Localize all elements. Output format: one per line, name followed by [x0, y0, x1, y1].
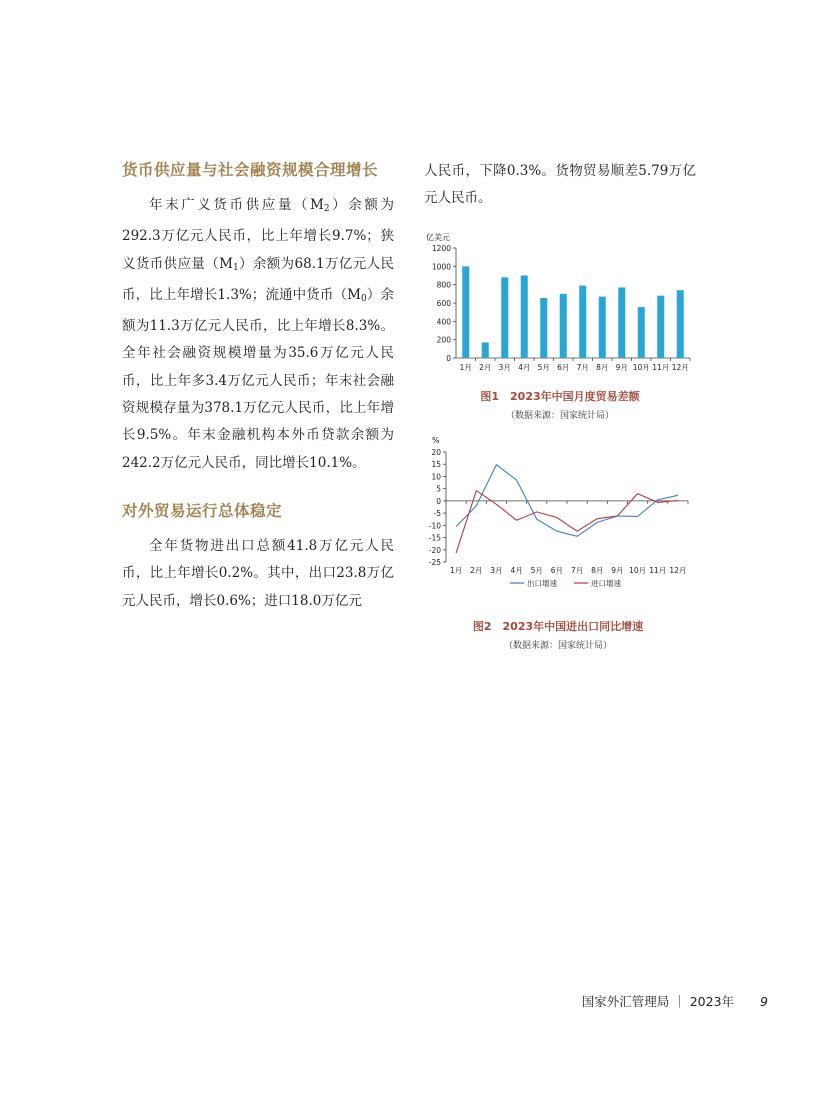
x-tick-label: 1月 — [459, 363, 472, 372]
y-tick-label: 5 — [436, 484, 441, 494]
bar-8月 — [599, 297, 606, 358]
figure1-caption: 图1 2023年中国月度贸易差额 — [480, 390, 640, 403]
bar-7月 — [579, 286, 586, 358]
subscript: 2 — [323, 204, 330, 214]
section-title-money-supply: 货币供应量与社会融资规模合理增长 — [122, 161, 379, 179]
x-tick-label: 7月 — [576, 363, 589, 372]
bar-10月 — [638, 307, 645, 358]
y-tick-label: 0 — [436, 496, 441, 506]
paragraph-trade: 全年货物进出口总额41.8万亿元人民币，比上年增长0.2%。其中，出口23.8万亿元人民币，增长0.6%；进口18.0万亿元 — [122, 537, 394, 609]
x-tick-label: 4月 — [518, 363, 531, 372]
paragraph-money-supply — [122, 192, 394, 477]
page-footer — [582, 992, 768, 1010]
bar-11月 — [657, 296, 664, 358]
bar-5月 — [540, 298, 547, 358]
y-tick-label: -20 — [428, 545, 441, 555]
y-axis-unit: % — [432, 436, 440, 445]
y-tick-label: -25 — [428, 558, 441, 567]
x-tick-label: 4月 — [510, 566, 523, 575]
series-line-import — [456, 491, 678, 553]
para-text: 年末广义货币供应量（M — [149, 197, 324, 213]
x-tick-label: 12月 — [671, 363, 689, 372]
y-tick-label: 600 — [436, 299, 451, 308]
figure2-caption: 图2 2023年中国进出口同比增速 — [472, 620, 644, 633]
para-text: ）余额为292.3万亿元人民币，比上年增长9.7%；狭义货币供应量（M — [122, 197, 395, 272]
y-tick-label: 1200 — [431, 244, 451, 253]
x-tick-label: 9月 — [611, 566, 624, 575]
y-tick-label: 15 — [431, 460, 441, 470]
bar-3月 — [501, 277, 508, 358]
x-tick-label: 5月 — [537, 363, 550, 372]
bar-chart-trade-balance — [424, 228, 696, 378]
y-tick-label: 10 — [431, 472, 441, 482]
x-tick-label: 1月 — [449, 566, 463, 575]
bar-1月 — [462, 266, 469, 358]
y-tick-label: 200 — [436, 335, 451, 345]
x-tick-label: 11月 — [652, 363, 670, 372]
right-column — [424, 158, 696, 225]
y-tick-label: 0 — [446, 354, 451, 363]
y-tick-label: 400 — [436, 317, 451, 327]
x-tick-label: 11月 — [649, 566, 667, 575]
line-chart-import-export-growth — [418, 434, 698, 604]
x-tick-label: 2月 — [470, 566, 483, 575]
bar-2月 — [482, 342, 489, 358]
bar-9月 — [618, 287, 625, 358]
figure1 — [424, 228, 696, 421]
y-tick-label: 1000 — [431, 262, 451, 272]
x-tick-label: 2月 — [479, 363, 492, 372]
y-axis-unit: 亿美元 — [426, 233, 450, 242]
subscript: 1 — [232, 262, 239, 273]
x-tick-label: 8月 — [596, 363, 609, 372]
y-tick-label: -15 — [428, 533, 441, 543]
x-tick-label: 6月 — [550, 566, 564, 575]
y-tick-label: -10 — [428, 521, 441, 531]
x-tick-label: 6月 — [557, 363, 570, 372]
left-column — [122, 158, 394, 627]
x-tick-label: 3月 — [498, 363, 511, 372]
x-tick-label: 5月 — [530, 566, 543, 575]
para-text: ）余额为11.3万亿元人民币，比上年增长8.3%。全年社会融资规模增量为35.6万亿元人民币，比上年多3.4万亿元人民币；年末社会融资规模存量为378.1万亿元人民币，比上年增长9.5%。年末金融机构本外币贷款余额为242.2万亿元人民币，同比增长10.1%。 — [122, 286, 395, 471]
subscript: 0 — [361, 293, 367, 304]
x-tick-label: 3月 — [490, 566, 503, 575]
x-tick-label: 10月 — [632, 363, 650, 372]
x-tick-label: 10月 — [629, 566, 647, 575]
x-tick-label: 12月 — [669, 566, 687, 575]
figure2-source: （数据来源：国家统计局） — [503, 641, 612, 651]
para-text: ）余额为68.1万亿元人民币，比上年增长1.3%；流通中货币（M — [122, 255, 394, 303]
figure1-source: （数据来源：国家统计局） — [505, 411, 614, 421]
y-tick-label: -5 — [433, 509, 441, 519]
section-title-trade: 对外贸易运行总体稳定 — [122, 501, 283, 520]
bar-12月 — [677, 290, 684, 358]
bar-4月 — [521, 276, 528, 359]
x-tick-label: 7月 — [570, 566, 584, 575]
legend-label: 进口增速 — [591, 579, 621, 588]
y-tick-label: 800 — [436, 280, 451, 290]
x-tick-label: 9月 — [615, 363, 628, 372]
y-tick-label: 20 — [431, 448, 441, 457]
page-number: 9 — [760, 994, 768, 1009]
figure2 — [418, 434, 698, 651]
paragraph-trade-continued: 人民币，下降0.3%。货物贸易顺差5.79万亿元人民币。 — [424, 163, 696, 207]
legend-label: 出口增速 — [527, 579, 557, 588]
footer-org: 国家外汇管理局 ｜ 2023年 — [581, 994, 735, 1009]
bar-6月 — [560, 294, 567, 358]
x-tick-label: 8月 — [591, 566, 604, 575]
